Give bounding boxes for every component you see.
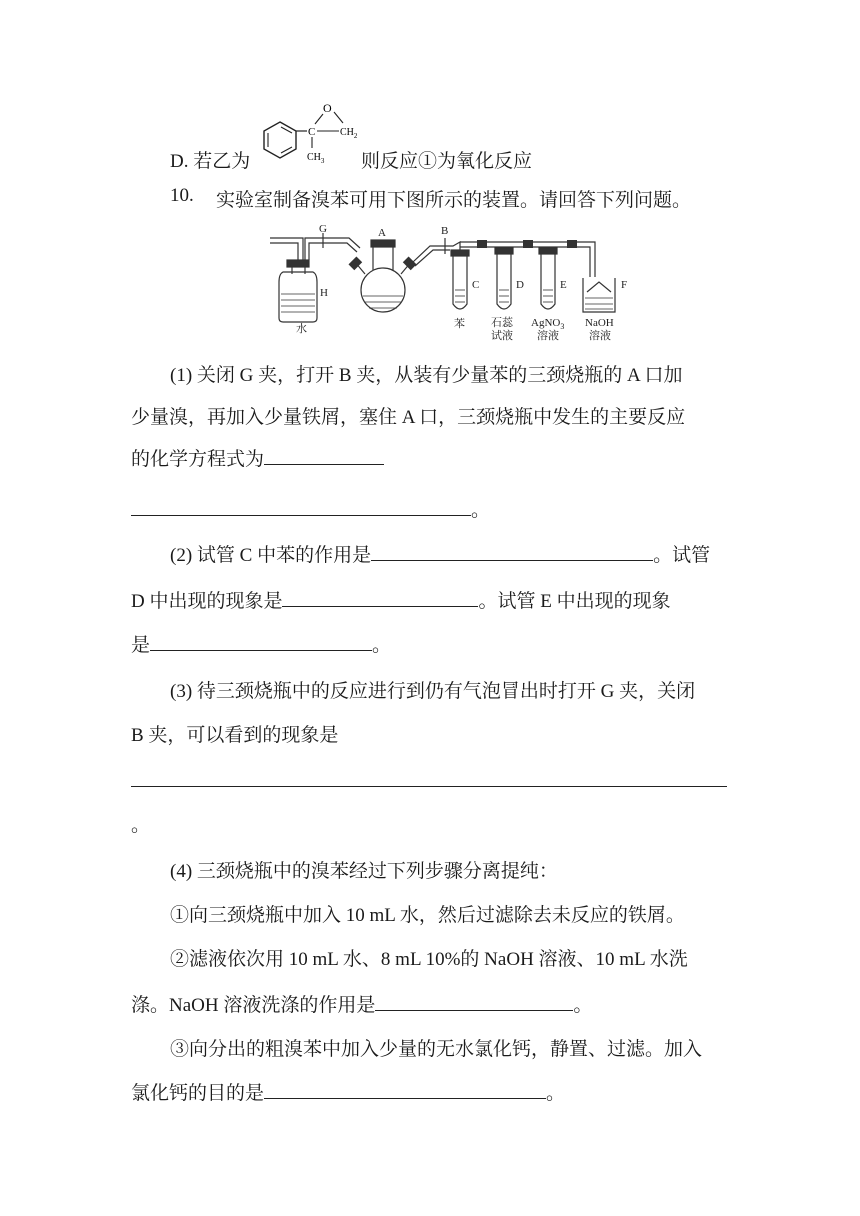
part2-answer-blank-d[interactable]	[282, 588, 478, 607]
part1-answer-blank-1[interactable]	[264, 446, 384, 465]
struct-ch2-sub: 2	[353, 132, 358, 140]
part2-line1-text: (2) 试管 C 中苯的作用是	[170, 545, 372, 566]
part4-step2-line2	[131, 992, 592, 1020]
part4-step2-end: 。	[573, 995, 593, 1016]
part1-line2: 少量溴，再加入少量铁屑，塞住 A 口，三颈烧瓶中发生的主要反应	[131, 407, 686, 428]
label-f: F	[621, 279, 628, 291]
label-e: E	[560, 279, 567, 291]
part3-line2: B 夹，可以看到的现象是	[131, 725, 339, 746]
svg-text:AgNO3	[531, 317, 564, 331]
label-g: G	[319, 223, 327, 235]
part1-line4-end: 。	[471, 500, 491, 521]
question-number: 10.	[170, 185, 194, 206]
part4-line1: (4) 三颈烧瓶中的溴苯经过下列步骤分离提纯：	[170, 861, 558, 882]
part1-line1: (1) 关闭 G 夹，打开 B 夹，从装有少量苯的三颈烧瓶的 A 口加	[170, 365, 683, 386]
label-d: D	[516, 279, 524, 291]
part1-line4	[131, 497, 490, 525]
part2-answer-blank-c[interactable]	[371, 542, 653, 561]
part1-answer-blank-2[interactable]	[131, 497, 471, 516]
part2-line3	[131, 632, 391, 660]
label-litmus-2: 试液	[491, 330, 513, 342]
label-naoh-2: 溶液	[589, 330, 611, 342]
part3-line4: 。	[131, 815, 151, 836]
part4-step2-text: 涤。NaOH 溶液洗涤的作用是	[131, 995, 376, 1016]
struct-ch2: CH	[340, 127, 354, 138]
part4-answer-blank-naoh[interactable]	[375, 992, 573, 1011]
apparatus-diagram	[265, 222, 645, 347]
part2-line2	[131, 588, 671, 616]
label-benzene: 苯	[454, 318, 465, 330]
label-agno3-sub: 3	[560, 322, 565, 331]
part2-line3-text: 是	[131, 635, 151, 656]
part2-line1-end: 。试管	[653, 545, 711, 566]
part1-line3	[131, 446, 384, 474]
label-water: 水	[296, 323, 307, 335]
svg-text:CH2	[340, 127, 358, 140]
label-h: H	[320, 287, 328, 299]
part2-line3-end: 。	[372, 635, 392, 656]
part2-answer-blank-e[interactable]	[150, 632, 372, 651]
part2-line1	[170, 542, 710, 570]
part3-line1: (3) 待三颈烧瓶中的反应进行到仍有气泡冒出时打开 G 夹，关闭	[170, 681, 696, 702]
label-agno3-2: 溶液	[537, 330, 559, 342]
struct-o: O	[323, 101, 332, 115]
part4-step3-text: 氯化钙的目的是	[131, 1083, 265, 1104]
part3-answer-blank[interactable]	[131, 768, 727, 787]
part4-step3-line2	[131, 1080, 565, 1108]
label-a: A	[378, 227, 386, 239]
option-d-suffix: 则反应①为氧化反应	[361, 151, 533, 172]
part3-line3	[131, 768, 727, 796]
part1-line3-text: 的化学方程式为	[131, 449, 265, 470]
struct-ch3-sub: 3	[320, 157, 325, 165]
label-litmus-1: 石蕊	[491, 317, 513, 329]
label-b: B	[441, 225, 449, 237]
part2-line2-text: D 中出现的现象是	[131, 591, 283, 612]
struct-ch3: CH	[307, 152, 321, 163]
part4-step1: ①向三颈烧瓶中加入 10 mL 水，然后过滤除去未反应的铁屑。	[170, 905, 685, 926]
question-stem: 实验室制备溴苯可用下图所示的装置。请回答下列问题。	[216, 190, 692, 211]
svg-text:CH3	[307, 152, 325, 165]
option-d-prefix: D. 若乙为	[170, 151, 251, 172]
part4-step3-end: 。	[546, 1083, 566, 1104]
struct-c: C	[308, 126, 316, 138]
part4-step3-line1: ③向分出的粗溴苯中加入少量的无水氯化钙，静置、过滤。加入	[170, 1039, 703, 1060]
label-agno3: AgNO	[531, 317, 561, 329]
part2-line2-end: 。试管 E 中出现的现象	[478, 591, 671, 612]
epoxide-structure	[255, 100, 375, 170]
label-c: C	[472, 279, 480, 291]
label-naoh: NaOH	[585, 317, 614, 329]
part4-answer-blank-cacl2[interactable]	[264, 1080, 546, 1099]
part4-step2-line1: ②滤液依次用 10 mL 水、8 mL 10%的 NaOH 溶液、10 mL 水洗	[170, 949, 688, 970]
